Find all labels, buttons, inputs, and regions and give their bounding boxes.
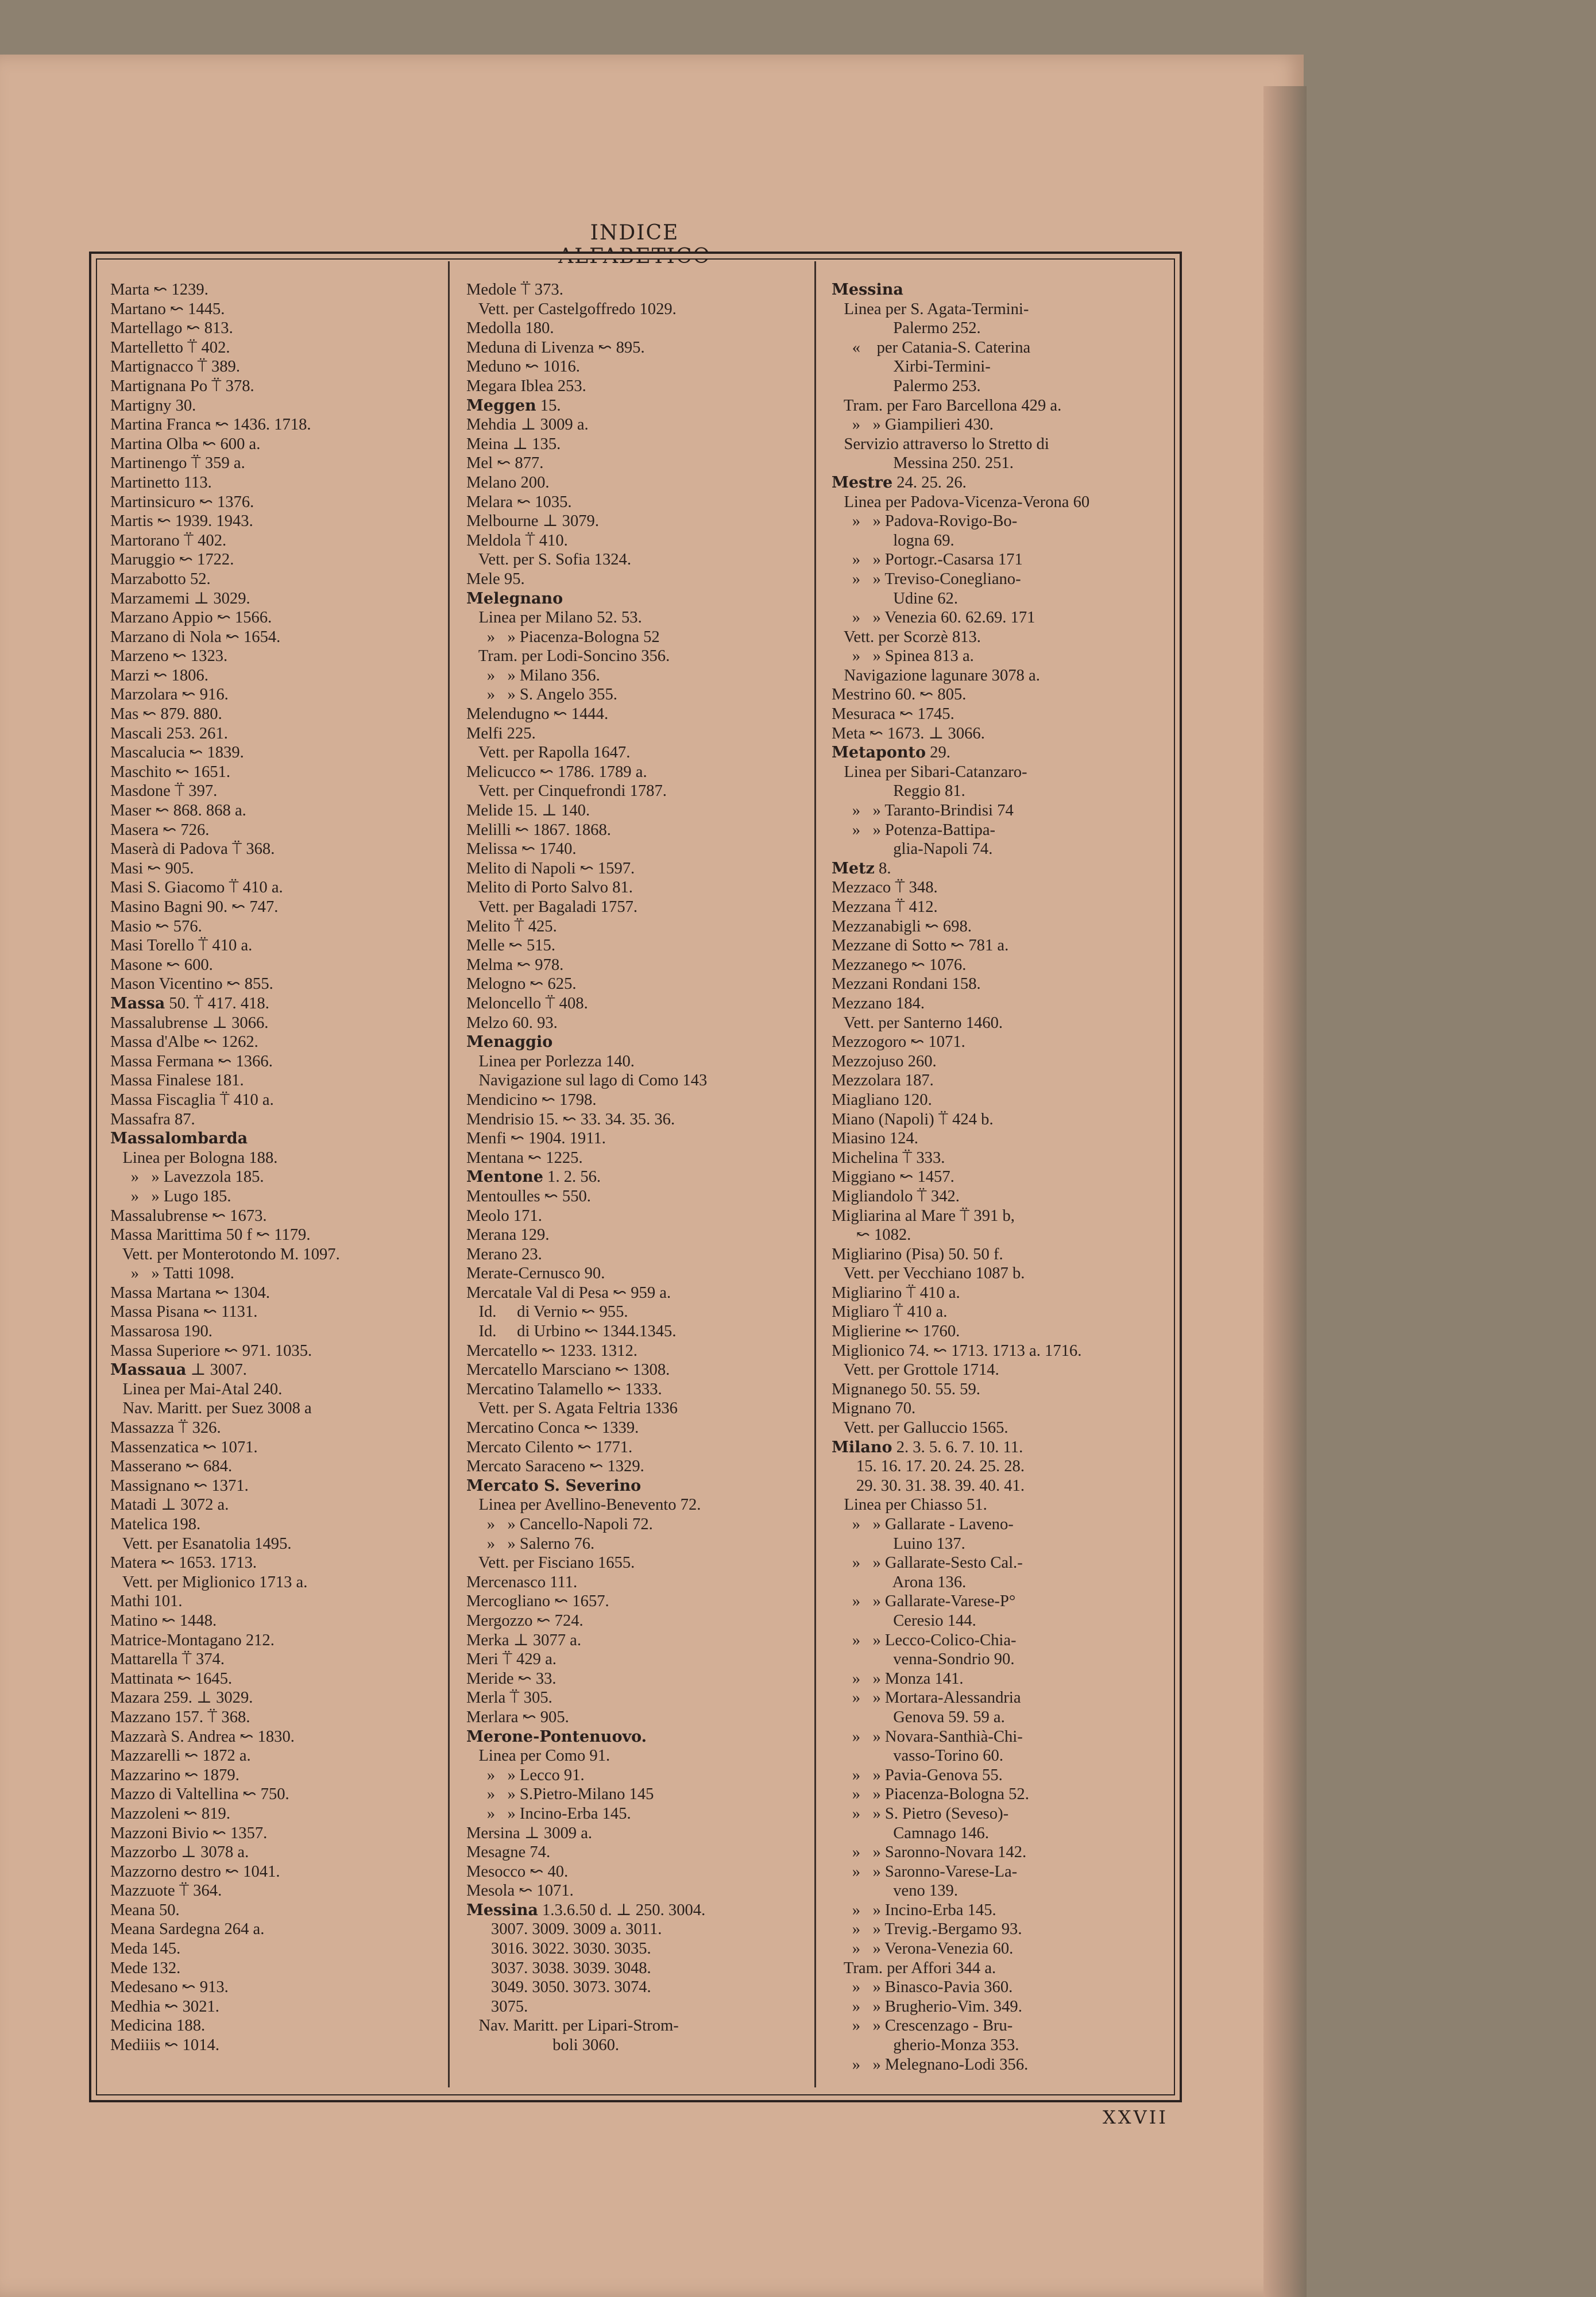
index-entry: Masino Bagni 90. ↜ 747. [110,898,279,916]
index-entry: » » Verona-Venezia 60. [832,1940,1014,1958]
index-entry: Servizio attraverso lo Stretto di [832,435,1049,453]
index-entry: Meldola ⍡ 410. [466,531,568,550]
index-entry: Miasino 124. [832,1130,918,1148]
index-entry: veno 139. [832,1882,958,1900]
index-entry: Vett. per Galluccio 1565. [832,1419,1008,1437]
index-entry: Melzo 60. 93. [466,1014,558,1032]
index-entry: Melilli ↜ 1867. 1868. [466,821,611,839]
index-entry: glia-Napoli 74. [832,840,993,859]
index-entry: Linea per S. Agata-Termini- [832,300,1029,318]
index-entry: Linea per Padova-Vicenza-Verona 60 [832,493,1090,511]
index-entry: Melle ↜ 515. [466,937,555,955]
index-entry: Masdone ⍡ 397. [110,782,218,801]
index-entry: Mattarella ⍡ 374. [110,1650,225,1669]
index-entry: Martinetto 113. [110,473,212,492]
index-entry: Messina 1.3.6.50 d. ⊥ 250. 3004. [466,1901,706,1919]
index-entry: Matera ↜ 1653. 1713. [110,1554,257,1572]
index-entry: Palermo 253. [832,377,981,395]
index-entry: Massa Marittima 50 f ↜ 1179. [110,1226,311,1244]
index-entry: Merana 129. [466,1226,550,1244]
index-entry: Massaua ⊥ 3007. [110,1361,247,1379]
index-entry: » » Cancello-Napoli 72. [466,1515,653,1533]
index-entry: Mignanego 50. 55. 59. [832,1380,980,1398]
index-entry: Id. di Vernio ↜ 955. [466,1303,628,1321]
index-entry: Mercatino Talamello ↜ 1333. [466,1380,662,1398]
index-entry: Melendugno ↜ 1444. [466,705,609,724]
index-entry: » » Pavia-Genova 55. [832,1766,1003,1784]
index-entry: Migliarino (Pisa) 50. 50 f. [832,1245,1003,1263]
index-entry: Melara ↜ 1035. [466,493,572,511]
index-entry: Marzamemi ⊥ 3029. [110,589,250,608]
index-entry: Melogno ↜ 625. [466,975,577,993]
index-entry: Martignacco ⍡ 389. [110,358,240,376]
index-entry: Merlara ↜ 905. [466,1708,569,1726]
index-entry: Migliaro ⍡ 410 a. [832,1303,948,1321]
index-entry: Linea per Mai-Atal 240. [110,1380,283,1398]
index-entry: » » Gallarate-Varese-P° [832,1592,1016,1611]
index-entry: Mezzane di Sotto ↜ 781 a. [832,937,1009,955]
index-entry: Massa d'Albe ↜ 1262. [110,1033,258,1051]
index-entry: Martis ↜ 1939. 1943. [110,512,253,531]
index-entry: Massa Finalese 181. [110,1072,244,1090]
index-entry: Mercatello ↜ 1233. 1312. [466,1341,637,1360]
index-entry: Merka ⊥ 3077 a. [466,1631,581,1649]
index-entry: Mesuraca ↜ 1745. [832,705,954,724]
index-entry: Luino 137. [832,1534,965,1553]
index-entry: » » Saronno-Varese-La- [832,1862,1018,1881]
index-entry: Merone-Pontenuovo. [466,1727,647,1746]
index-entry: Vett. per Esanatolia 1495. [110,1534,292,1553]
index-entry: Mazzarino ↜ 1879. [110,1766,239,1784]
index-entry: 3049. 3050. 3073. 3074. [466,1978,651,1997]
index-entry: Mesocco ↜ 40. [466,1862,569,1881]
index-entry: Maruggio ↜ 1722. [110,551,234,569]
index-entry: Masserano ↜ 684. [110,1457,233,1476]
index-entry: Id. di Urbino ↜ 1344.1345. [466,1322,677,1341]
index-entry: Meduna di Livenza ↜ 895. [466,338,645,357]
index-entry: Mendrisio 15. ↜ 33. 34. 35. 36. [466,1110,675,1128]
index-entry: Miglierine ↜ 1760. [832,1322,960,1341]
index-entry: Mazzoleni ↜ 819. [110,1804,230,1823]
index-entry: Marzabotto 52. [110,570,211,588]
index-entry: Melfi 225. [466,724,536,743]
index-entry: » » Binasco-Pavia 360. [832,1978,1013,1997]
index-entry: Linea per Sibari-Catanzaro- [832,763,1027,781]
index-entry: » » Crescenzago - Bru- [832,2017,1013,2035]
index-entry: Melicucco ↜ 1786. 1789 a. [466,763,647,781]
index-entry: Mason Vicentino ↜ 855. [110,975,273,993]
index-entry: Milano 2. 3. 5. 6. 7. 10. 11. [832,1438,1023,1456]
index-entry: Massalubrense ⊥ 3066. [110,1014,269,1032]
index-column-1 [110,280,432,2089]
index-entry: Melbourne ⊥ 3079. [466,512,599,531]
index-entry: Arona 136. [832,1573,967,1591]
index-entry: Tram. per Affori 344 a. [832,1959,996,1977]
index-entry: Medhia ↜ 3021. [110,1997,219,2016]
index-column-2 [466,280,808,2089]
index-entry: Mestre 24. 25. 26. [832,473,967,492]
index-entry: Mas ↜ 879. 880. [110,705,222,724]
index-entry: Marzano di Nola ↜ 1654. [110,628,281,646]
index-entry: Mehdia ⊥ 3009 a. [466,416,589,434]
page-edge [1263,86,1307,2297]
index-entry: » » Portogr.-Casarsa 171 [832,551,1023,569]
index-entry: » » Monza 141. [832,1669,964,1688]
index-entry: Martorano ⍡ 402. [110,531,227,550]
index-entry: Massalubrense ↜ 1673. [110,1206,267,1225]
index-entry: » » S. Angelo 355. [466,686,617,704]
index-entry: Martinsicuro ↜ 1376. [110,493,254,511]
index-entry: Meolo 171. [466,1206,542,1225]
index-entry: Meta ↜ 1673. ⊥ 3066. [832,724,985,743]
index-entry: ↜ 1082. [832,1226,911,1244]
index-entry: Mezzaco ⍡ 348. [832,879,938,897]
index-entry: Masio ↜ 576. [110,917,202,935]
index-entry: Martinengo ⍡ 359 a. [110,454,245,473]
index-entry: Massignano ↜ 1371. [110,1476,249,1495]
index-entry: Matadi ⊥ 3072 a. [110,1496,229,1514]
index-entry: Mercenasco 111. [466,1573,578,1591]
index-entry: » » Piacenza-Bologna 52. [832,1785,1029,1804]
index-entry: Martina Olba ↜ 600 a. [110,435,261,453]
index-entry: » » Milano 356. [466,666,600,685]
index-entry: Xirbi-Termini- [832,358,991,376]
index-entry: Melide 15. ⊥ 140. [466,802,590,820]
index-entry: Massafra 87. [110,1110,195,1128]
index-entry: Nav. Maritt. per Lipari-Strom- [466,2017,679,2035]
index-entry: Mel ↜ 877. [466,454,544,473]
index-column-3 [832,280,1169,2089]
index-entry: » » Padova-Rovigo-Bo- [832,512,1018,531]
index-entry: Martelletto ⍡ 402. [110,338,230,357]
index-entry: Messina [832,281,903,299]
index-entry: Meana 50. [110,1901,180,1919]
index-entry: » » Gallarate - Laveno- [832,1515,1014,1533]
index-entry: Marzi ↜ 1806. [110,666,208,685]
index-entry: Mazzarà S. Andrea ↜ 1830. [110,1727,295,1746]
index-entry: Marzeno ↜ 1323. [110,647,228,666]
index-entry: Vett. per Monterotondo M. 1097. [110,1245,340,1263]
index-entry: » » Lecco 91. [466,1766,585,1784]
index-entry: Menaggio [466,1033,553,1051]
index-entry: » » Taranto-Brindisi 74 [832,802,1014,820]
index-entry: Ceresio 144. [832,1611,976,1630]
index-entry: » » Potenza-Battipa- [832,821,996,839]
index-entry: Vett. per S. Agata Feltria 1336 [466,1399,678,1418]
index-entry: Mentana ↜ 1225. [466,1148,583,1167]
index-entry: Mezzanego ↜ 1076. [832,956,967,974]
index-entry: Mercogliano ↜ 1657. [466,1592,609,1611]
index-entry: Merano 23. [466,1245,542,1263]
index-entry: Meloncello ⍡ 408. [466,994,588,1012]
index-entry: Medesano ↜ 913. [110,1978,229,1997]
index-entry: Medicina 188. [110,2017,206,2035]
index-entry: 3007. 3009. 3009 a. 3011. [466,1920,662,1939]
index-entry: Matino ↜ 1448. [110,1611,217,1630]
index-entry: » » Lecco-Colico-Chia- [832,1631,1017,1649]
index-entry: Mergozzo ↜ 724. [466,1611,583,1630]
index-entry: Miagliano 120. [832,1091,932,1109]
index-entry: Massalombarda [110,1130,248,1148]
index-entry: Vett. per Castelgoffredo 1029. [466,300,677,318]
index-entry: vasso-Torino 60. [832,1747,1004,1765]
index-entry: Melito ⍡ 425. [466,917,557,935]
index-entry: Mezzanabigli ↜ 698. [832,917,972,935]
index-entry: Mazzo di Valtellina ↜ 750. [110,1785,289,1804]
index-entry: 3037. 3038. 3039. 3048. [466,1959,651,1977]
index-entry: Martellago ↜ 813. [110,319,233,338]
index-entry: » » Treviso-Conegliano- [832,570,1021,588]
index-entry: Mezzolara 187. [832,1072,934,1090]
index-entry: Mercatale Val di Pesa ↜ 959 a. [466,1283,671,1302]
index-entry: Camnago 146. [832,1824,990,1842]
index-entry: Mazzarelli ↜ 1872 a. [110,1747,251,1765]
index-entry: Reggio 81. [832,782,965,801]
index-entry: Marzano Appio ↜ 1566. [110,609,272,627]
index-entry: Mignano 70. [832,1399,916,1418]
index-entry: Vett. per Vecchiano 1087 b. [832,1264,1025,1283]
index-entry: Miglionico 74. ↜ 1713. 1713 a. 1716. [832,1341,1082,1360]
index-entry: Mercato S. Severino [466,1476,642,1495]
index-entry: Mede 132. [110,1959,181,1977]
index-entry: » » Tatti 1098. [110,1264,234,1283]
index-entry: 29. 30. 31. 38. 39. 40. 41. [832,1476,1025,1495]
index-entry: Miggiano ↜ 1457. [832,1168,954,1186]
index-entry: Melito di Porto Salvo 81. [466,879,633,897]
index-entry: » » Melegnano-Lodi 356. [832,2055,1029,2074]
index-entry: Migliarino ⍡ 410 a. [832,1283,960,1302]
index-entry: Michelina ⍡ 333. [832,1148,945,1167]
index-entry: Martignana Po ⍡ 378. [110,377,254,395]
index-entry: Marta ↜ 1239. [110,281,208,299]
index-entry: Massa 50. ⍡ 417. 418. [110,994,269,1012]
index-entry: Mezzano 184. [832,994,925,1012]
page-number: XXVII [1103,2106,1168,2128]
index-entry: Vett. per Santerno 1460. [832,1014,1003,1032]
index-entry: Masi ↜ 905. [110,859,194,877]
index-entry: Vett. per Grottole 1714. [832,1361,999,1379]
column-separator [814,261,816,2087]
index-entry: Navigazione lagunare 3078 a. [832,666,1040,685]
index-entry: Mele 95. [466,570,525,588]
index-entry: Mestrino 60. ↜ 805. [832,686,967,704]
index-entry: » » Incino-Erba 145. [832,1901,996,1919]
index-entry: Melma ↜ 978. [466,956,564,974]
index-entry: Meana Sardegna 264 a. [110,1920,265,1939]
index-entry: Linea per Porlezza 140. [466,1052,635,1070]
index-entry: » » Giampilieri 430. [832,416,994,434]
index-entry: Navigazione sul lago di Como 143 [466,1072,708,1090]
index-entry: Migliandolo ⍡ 342. [832,1187,960,1205]
index-entry: Mascali 253. 261. [110,724,228,743]
index-entry: Udine 62. [832,589,958,608]
index-entry: Merla ⍡ 305. [466,1689,552,1707]
index-entry: 3075. [466,1997,528,2016]
index-entry: Mercatello Marsciano ↜ 1308. [466,1361,670,1379]
column-separator [448,261,450,2087]
index-entry: gherio-Monza 353. [832,2036,1019,2055]
index-entry: Medole ⍡ 373. [466,281,563,299]
index-entry: Genova 59. 59 a. [832,1708,1005,1726]
index-entry: Massarosa 190. [110,1322,212,1341]
index-entry: Mersina ⊥ 3009 a. [466,1824,593,1842]
index-entry: Masone ↜ 600. [110,956,213,974]
index-entry: boli 3060. [466,2036,620,2055]
index-entry: 15. 16. 17. 20. 24. 25. 28. [832,1457,1025,1476]
index-entry: Mentone 1. 2. 56. [466,1168,601,1186]
index-entry: Melegnano [466,589,563,608]
index-entry: Mathi 101. [110,1592,183,1611]
index-entry: Masi Torello ⍡ 410 a. [110,937,253,955]
index-entry: Massa Fiscaglia ⍡ 410 a. [110,1091,274,1109]
index-entry: Mazzano 157. ⍡ 368. [110,1708,250,1726]
index-entry: Metz 8. [832,859,891,877]
index-entry: « per Catania-S. Caterina [832,338,1031,357]
index-entry: Vett. per Miglionico 1713 a. [110,1573,308,1591]
index-entry: Linea per Como 91. [466,1747,610,1765]
index-entry: venna-Sondrio 90. [832,1650,1015,1669]
index-entry: Meri ⍡ 429 a. [466,1650,557,1669]
index-entry: » » Incino-Erba 145. [466,1804,631,1823]
index-entry: Meggen 15. [466,396,561,415]
index-entry: » » Brugherio-Vim. 349. [832,1997,1022,2016]
index-entry: Vett. per Fisciano 1655. [466,1554,635,1572]
index-entry: Medolla 180. [466,319,554,338]
index-entry: » » S.Pietro-Milano 145 [466,1785,654,1804]
index-entry: Mentoulles ↜ 550. [466,1187,591,1205]
index-entry: Palermo 252. [832,319,981,338]
index-entry: 3016. 3022. 3030. 3035. [466,1940,651,1958]
index-entry: Mezzojuso 260. [832,1052,937,1070]
index-entry: Mazzorno destro ↜ 1041. [110,1862,280,1881]
index-entry: Massa Pisana ↜ 1131. [110,1303,258,1321]
index-entry: » » Lugo 185. [110,1187,231,1205]
index-entry: Mesola ↜ 1071. [466,1882,574,1900]
index-entry: Mezzogoro ↜ 1071. [832,1033,965,1051]
index-entry: Meda 145. [110,1940,181,1958]
index-entry: Massa Superiore ↜ 971. 1035. [110,1341,312,1360]
index-entry: » » S. Pietro (Seveso)- [832,1804,1009,1823]
index-entry: Vett. per Scorzè 813. [832,628,981,646]
index-entry: Tram. per Faro Barcellona 429 a. [832,396,1062,415]
index-entry: Melito di Napoli ↜ 1597. [466,859,635,877]
index-entry: Massa Martana ↜ 1304. [110,1283,270,1302]
index-entry: Matrice-Montagano 212. [110,1631,275,1649]
index-entry: Linea per Chiasso 51. [832,1496,987,1514]
index-entry: Nav. Maritt. per Suez 3008 a [110,1399,312,1418]
index-entry: Megara Iblea 253. [466,377,586,395]
index-entry: Mercatino Conca ↜ 1339. [466,1419,639,1437]
index-entry: Maschito ↜ 1651. [110,763,231,781]
index-entry: Mazzoni Bivio ↜ 1357. [110,1824,268,1842]
index-entry: Mediiis ↜ 1014. [110,2036,219,2055]
index-entry: Mercato Cilento ↜ 1771. [466,1438,633,1456]
index-entry: Masi S. Giacomo ⍡ 410 a. [110,879,283,897]
index-entry: Massazza ⍡ 326. [110,1419,221,1437]
index-entry: Maserà di Padova ⍡ 368. [110,840,275,859]
index-entry: Massa Fermana ↜ 1366. [110,1052,273,1070]
page-header: INDICE ALFABETICO [558,221,711,268]
index-entry: Meina ⊥ 135. [466,435,561,453]
index-entry: Vett. per Bagaladi 1757. [466,898,638,916]
index-entry: Martano ↜ 1445. [110,300,225,318]
index-entry: Mezzani Rondani 158. [832,975,981,993]
index-entry: Mazzuote ⍡ 364. [110,1882,222,1900]
index-entry: » » Lavezzola 185. [110,1168,264,1186]
index-entry: Matelica 198. [110,1515,201,1533]
index-entry: Linea per Bologna 188. [110,1148,278,1167]
index-entry: Melano 200. [466,473,550,492]
index-entry: » » Salerno 76. [466,1534,595,1553]
index-entry: Vett. per Cinquefrondi 1787. [466,782,667,801]
index-entry: Linea per Milano 52. 53. [466,609,642,627]
index-entry: » » Novara-Santhià-Chi- [832,1727,1023,1746]
index-entry: Mascalucia ↜ 1839. [110,744,244,762]
index-entry: Massenzatica ↜ 1071. [110,1438,258,1456]
index-entry: » » Spinea 813 a. [832,647,974,666]
index-entry: Mercato Saraceno ↜ 1329. [466,1457,644,1476]
index-entry: Messina 250. 251. [832,454,1014,473]
index-entry: Marzolara ↜ 916. [110,686,229,704]
index-entry: » » Venezia 60. 62.69. 171 [832,609,1035,627]
index-entry: Miano (Napoli) ⍡ 424 b. [832,1110,994,1128]
index-entry: Meride ↜ 33. [466,1669,557,1688]
index-entry: Tram. per Lodi-Soncino 356. [466,647,670,666]
index-entry: Metaponto 29. [832,744,950,762]
index-entry: Mesagne 74. [466,1843,551,1862]
index-entry: » » Trevig.-Bergamo 93. [832,1920,1022,1939]
index-entry: Martigny 30. [110,396,196,415]
index-entry: » » Mortara-Alessandria [832,1689,1021,1707]
index-entry: Masera ↜ 726. [110,821,210,839]
index-entry: Mattinata ↜ 1645. [110,1669,233,1688]
index-entry: Vett. per Rapolla 1647. [466,744,631,762]
index-entry: Melissa ↜ 1740. [466,840,577,859]
index-entry: Mazzorbo ⊥ 3078 a. [110,1843,249,1862]
index-entry: Mazara 259. ⊥ 3029. [110,1689,253,1707]
index-entry: Mezzana ⍡ 412. [832,898,938,916]
index-entry: Linea per Avellino-Benevento 72. [466,1496,701,1514]
index-entry: Menfi ↜ 1904. 1911. [466,1130,606,1148]
index-entry: Merate-Cernusco 90. [466,1264,605,1283]
index-entry: » » Gallarate-Sesto Cal.- [832,1554,1023,1572]
index-entry: Maser ↜ 868. 868 a. [110,802,246,820]
index-entry: » » Piacenza-Bologna 52 [466,628,660,646]
index-entry: Meduno ↜ 1016. [466,358,580,376]
index-entry: logna 69. [832,531,954,550]
index-entry: Martina Franca ↜ 1436. 1718. [110,416,311,434]
index-entry: » » Saronno-Novara 142. [832,1843,1027,1862]
index-entry: Mendicino ↜ 1798. [466,1091,597,1109]
index-entry: Vett. per S. Sofia 1324. [466,551,631,569]
index-entry: Migliarina al Mare ⍡ 391 b, [832,1206,1015,1225]
